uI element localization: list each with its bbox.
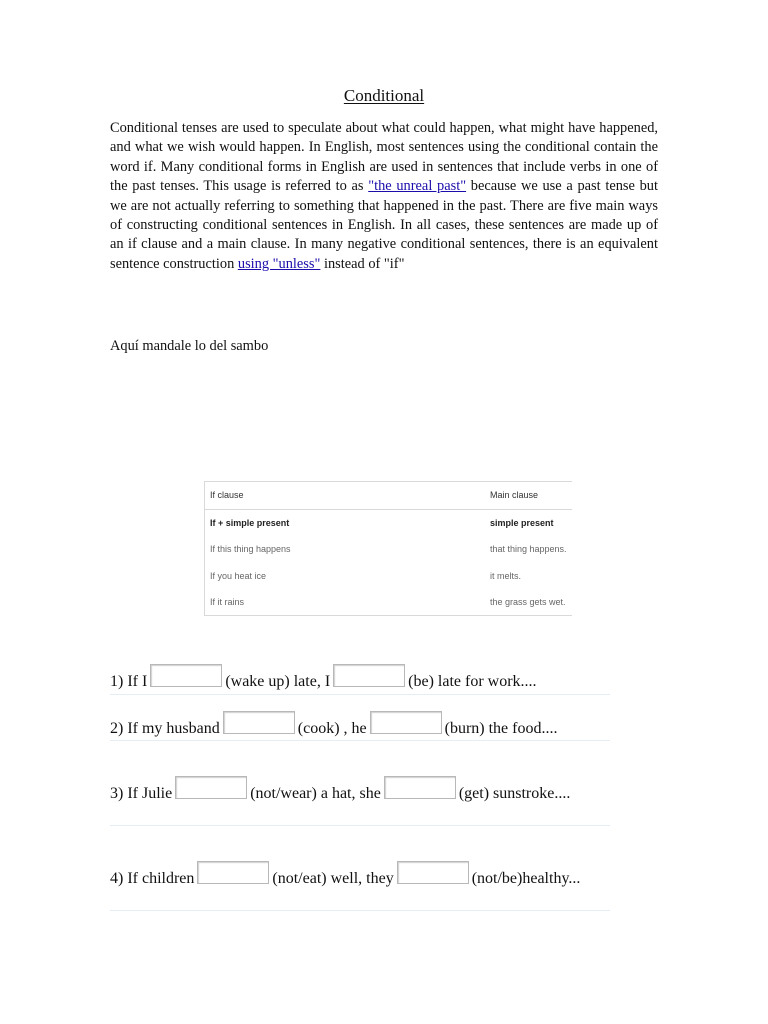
table-cell: it melts.	[490, 571, 522, 581]
table-subheader-row	[205, 510, 572, 536]
table-cell: simple present	[490, 518, 554, 528]
divider	[110, 740, 610, 741]
answer-input[interactable]	[175, 776, 247, 799]
exercise-text: (burn) the food....	[444, 720, 558, 737]
table-row	[205, 589, 572, 615]
table-cell: If this thing happens	[210, 544, 291, 554]
exercise-text: (get) sunstroke....	[458, 785, 571, 802]
exercise-text: (be) late for work....	[408, 673, 537, 690]
exercise-text: 1) If I	[110, 673, 148, 690]
exercise-text: 4) If children	[110, 870, 195, 887]
note-text: Aquí mandale lo del sambo	[110, 338, 269, 354]
answer-input[interactable]	[197, 861, 269, 884]
table-header-if-clause: If clause	[210, 490, 244, 500]
table-cell: If it rains	[210, 597, 245, 607]
exercise-text: 3) If Julie	[110, 785, 173, 802]
intro-text-2: because we use a past tense but we are not actually referring to something that happened in the past. There are five main ways of constructing conditional sentences in English. In all cases, these sentences are made up of an if clause and a main clause. In many negative conditional sentences, there is an equivalent sentence construction	[110, 178, 658, 272]
table-cell: If you heat ice	[210, 571, 267, 581]
divider	[110, 825, 610, 826]
exercise-item-4	[110, 861, 580, 889]
divider	[110, 910, 610, 911]
table-header-row	[205, 482, 572, 510]
answer-input[interactable]	[397, 861, 469, 884]
intro-text-1: Conditional tenses are used to speculate about what could happen, what might have happened, and what we wish would happen. In English, most sentences using the conditional contain the word if. Many conditional forms in English are used in sentences that include verbs in one of the past tenses. This usage is referred to as	[110, 120, 658, 195]
answer-input[interactable]	[384, 776, 456, 799]
answer-input[interactable]	[150, 664, 222, 687]
using-unless-link[interactable]: using "unless"	[237, 255, 321, 272]
exercise-text: (not/wear) a hat, she	[250, 785, 381, 802]
divider	[110, 694, 610, 695]
table-cell: the grass gets wet.	[490, 597, 566, 607]
intro-text-3: instead of "if"	[320, 255, 405, 272]
exercise-item-2	[110, 711, 557, 739]
exercise-text: (not/eat) well, they	[272, 870, 394, 887]
intro-paragraph	[110, 119, 658, 274]
exercise-text: 2) If my husband	[110, 720, 220, 737]
page-title: Conditional	[343, 86, 425, 105]
unreal-past-link[interactable]: "the unreal past"	[368, 178, 467, 195]
exercise-text: (wake up) late, I	[225, 673, 331, 690]
conditional-table-image	[204, 481, 572, 616]
table-cell: that thing happens.	[490, 544, 567, 554]
exercise-text: (cook) , he	[297, 720, 367, 737]
table-row	[205, 563, 572, 589]
exercise-item-3	[110, 776, 570, 804]
table-row	[205, 536, 572, 562]
exercise-text: (not/be)healthy...	[471, 870, 581, 887]
table-cell: If + simple present	[210, 518, 290, 528]
answer-input[interactable]	[223, 711, 295, 734]
exercise-item-1	[110, 664, 537, 692]
answer-input[interactable]	[333, 664, 405, 687]
table-header-main-clause: Main clause	[490, 490, 539, 500]
answer-input[interactable]	[370, 711, 442, 734]
